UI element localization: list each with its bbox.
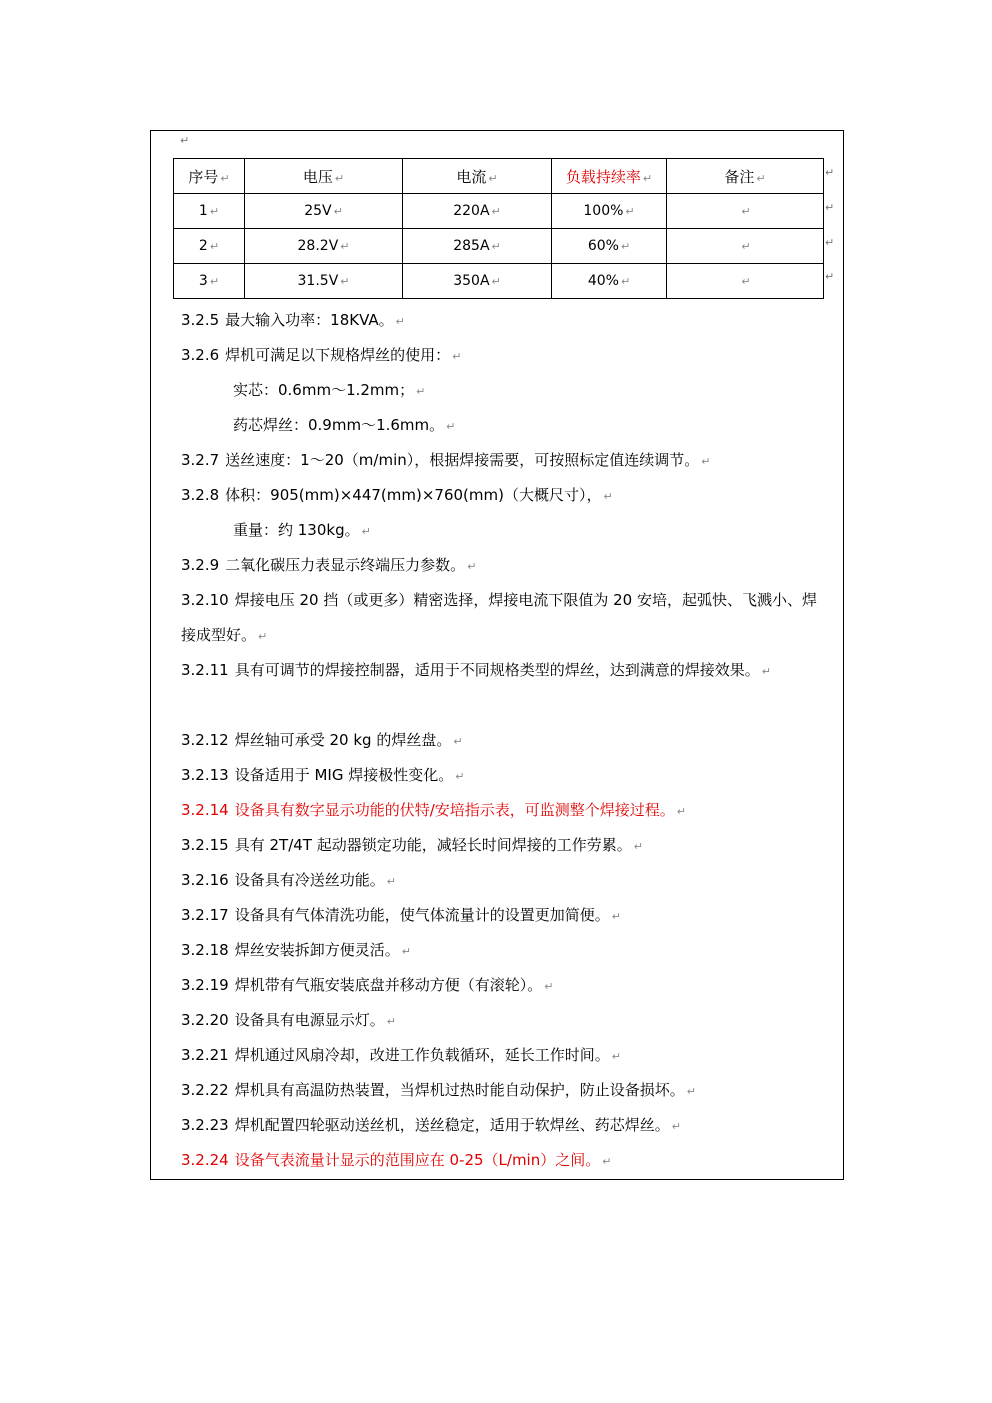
spec-item-3-2-17: 3.2.17 设备具有气体清洗功能，使气体流量计的设置更加简便。 ↵	[181, 906, 621, 924]
spec-item-3-2-13: 3.2.13 设备适用于 MIG 焊接极性变化。 ↵	[181, 766, 465, 784]
header-cell-voltage: 电压 ↵	[245, 159, 403, 194]
spec-item-3-2-16: 3.2.16 设备具有冷送丝功能。 ↵	[181, 871, 396, 889]
table-cell: ↵	[667, 229, 824, 264]
table-cell: 220A ↵	[403, 194, 552, 229]
table-cell: 350A ↵	[403, 264, 552, 299]
table-row	[174, 194, 824, 229]
header-cell-remarks: 备注 ↵	[667, 159, 824, 194]
spec-item-3-2-19: 3.2.19 焊机带有气瓶安装底盘并移动方便（有滚轮）。 ↵	[181, 976, 554, 994]
spec-item-3-2-15: 3.2.15 具有 2T/4T 起动器锁定功能，减轻长时间焊接的工作劳累。 ↵	[181, 836, 643, 854]
spec-subitem-flux-cored-wire: 药芯焊丝：0.9mm～1.6mm。 ↵	[233, 416, 456, 434]
table-cell: 31.5V ↵	[245, 264, 403, 299]
table-row	[174, 229, 824, 264]
header-cell-current: 电流 ↵	[403, 159, 552, 194]
spec-item-3-2-8: 3.2.8 体积：905(mm)×447(mm)×760(mm)（大概尺寸）， ↵	[181, 486, 613, 504]
spec-table	[173, 158, 824, 299]
spec-item-3-2-12: 3.2.12 焊丝轴可承受 20 kg 的焊丝盘。 ↵	[181, 731, 463, 749]
spec-item-3-2-22: 3.2.22 焊机具有高温防热装置，当焊机过热时能自动保护，防止设备损坏。 ↵	[181, 1081, 696, 1099]
spec-subitem-solid-wire: 实芯：0.6mm～1.2mm； ↵	[233, 381, 426, 399]
spec-item-3-2-21: 3.2.21 焊机通过风扇冷却，改进工作负载循环，延长工作时间。 ↵	[181, 1046, 621, 1064]
row-end-mark: ↵	[825, 270, 835, 283]
spec-item-3-2-23: 3.2.23 焊机配置四轮驱动送丝机，送丝稳定，适用于软焊丝、药芯焊丝。 ↵	[181, 1116, 681, 1134]
table-cell: 28.2V ↵	[245, 229, 403, 264]
table-header-row	[174, 159, 824, 194]
paragraph-mark: ↵	[180, 134, 190, 147]
row-end-mark: ↵	[825, 236, 835, 249]
spec-item-3-2-10: 3.2.10 焊接电压 20 挡（或更多）精密选择，焊接电流下限值为 20 安培，起弧快、飞溅小、焊接成型好。 ↵	[181, 591, 817, 644]
table-cell: 100% ↵	[552, 194, 667, 229]
table-cell: ↵	[667, 264, 824, 299]
spec-subitem-weight: 重量：约 130kg。 ↵	[233, 521, 371, 539]
row-end-mark: ↵	[825, 166, 835, 179]
spec-item-3-2-20: 3.2.20 设备具有电源显示灯。 ↵	[181, 1011, 396, 1029]
table-cell: 60% ↵	[552, 229, 667, 264]
spec-item-3-2-14: 3.2.14 设备具有数字显示功能的伏特/安培指示表，可监测整个焊接过程。 ↵	[181, 801, 686, 819]
spec-item-3-2-7: 3.2.7 送丝速度：1～20（m/min），根据焊接需要，可按照标定值连续调节。 ↵	[181, 451, 711, 469]
spec-item-3-2-6: 3.2.6 焊机可满足以下规格焊丝的使用： ↵	[181, 346, 462, 364]
row-end-mark: ↵	[825, 201, 835, 214]
table-cell: 285A ↵	[403, 229, 552, 264]
spec-item-3-2-5: 3.2.5 最大输入功率：18KVA。 ↵	[181, 311, 405, 329]
spec-item-3-2-24: 3.2.24 设备气表流量计显示的范围应在 0-25（L/min）之间。 ↵	[181, 1151, 612, 1169]
spec-item-3-2-18: 3.2.18 焊丝安装拆卸方便灵活。 ↵	[181, 941, 411, 959]
table-row	[174, 264, 824, 299]
table-cell: 2 ↵	[174, 229, 245, 264]
table-cell: 3 ↵	[174, 264, 245, 299]
header-cell-duty-cycle: 负载持续率 ↵	[552, 159, 667, 194]
table-cell: 40% ↵	[552, 264, 667, 299]
table-cell: ↵	[667, 194, 824, 229]
table-cell: 25V ↵	[245, 194, 403, 229]
header-cell-index: 序号 ↵	[174, 159, 245, 194]
spec-item-3-2-11: 3.2.11 具有可调节的焊接控制器，适用于不同规格类型的焊丝，达到满意的焊接效果。 ↵	[181, 661, 771, 679]
spec-item-3-2-9: 3.2.9 二氧化碳压力表显示终端压力参数。 ↵	[181, 556, 477, 574]
table-cell: 1 ↵	[174, 194, 245, 229]
